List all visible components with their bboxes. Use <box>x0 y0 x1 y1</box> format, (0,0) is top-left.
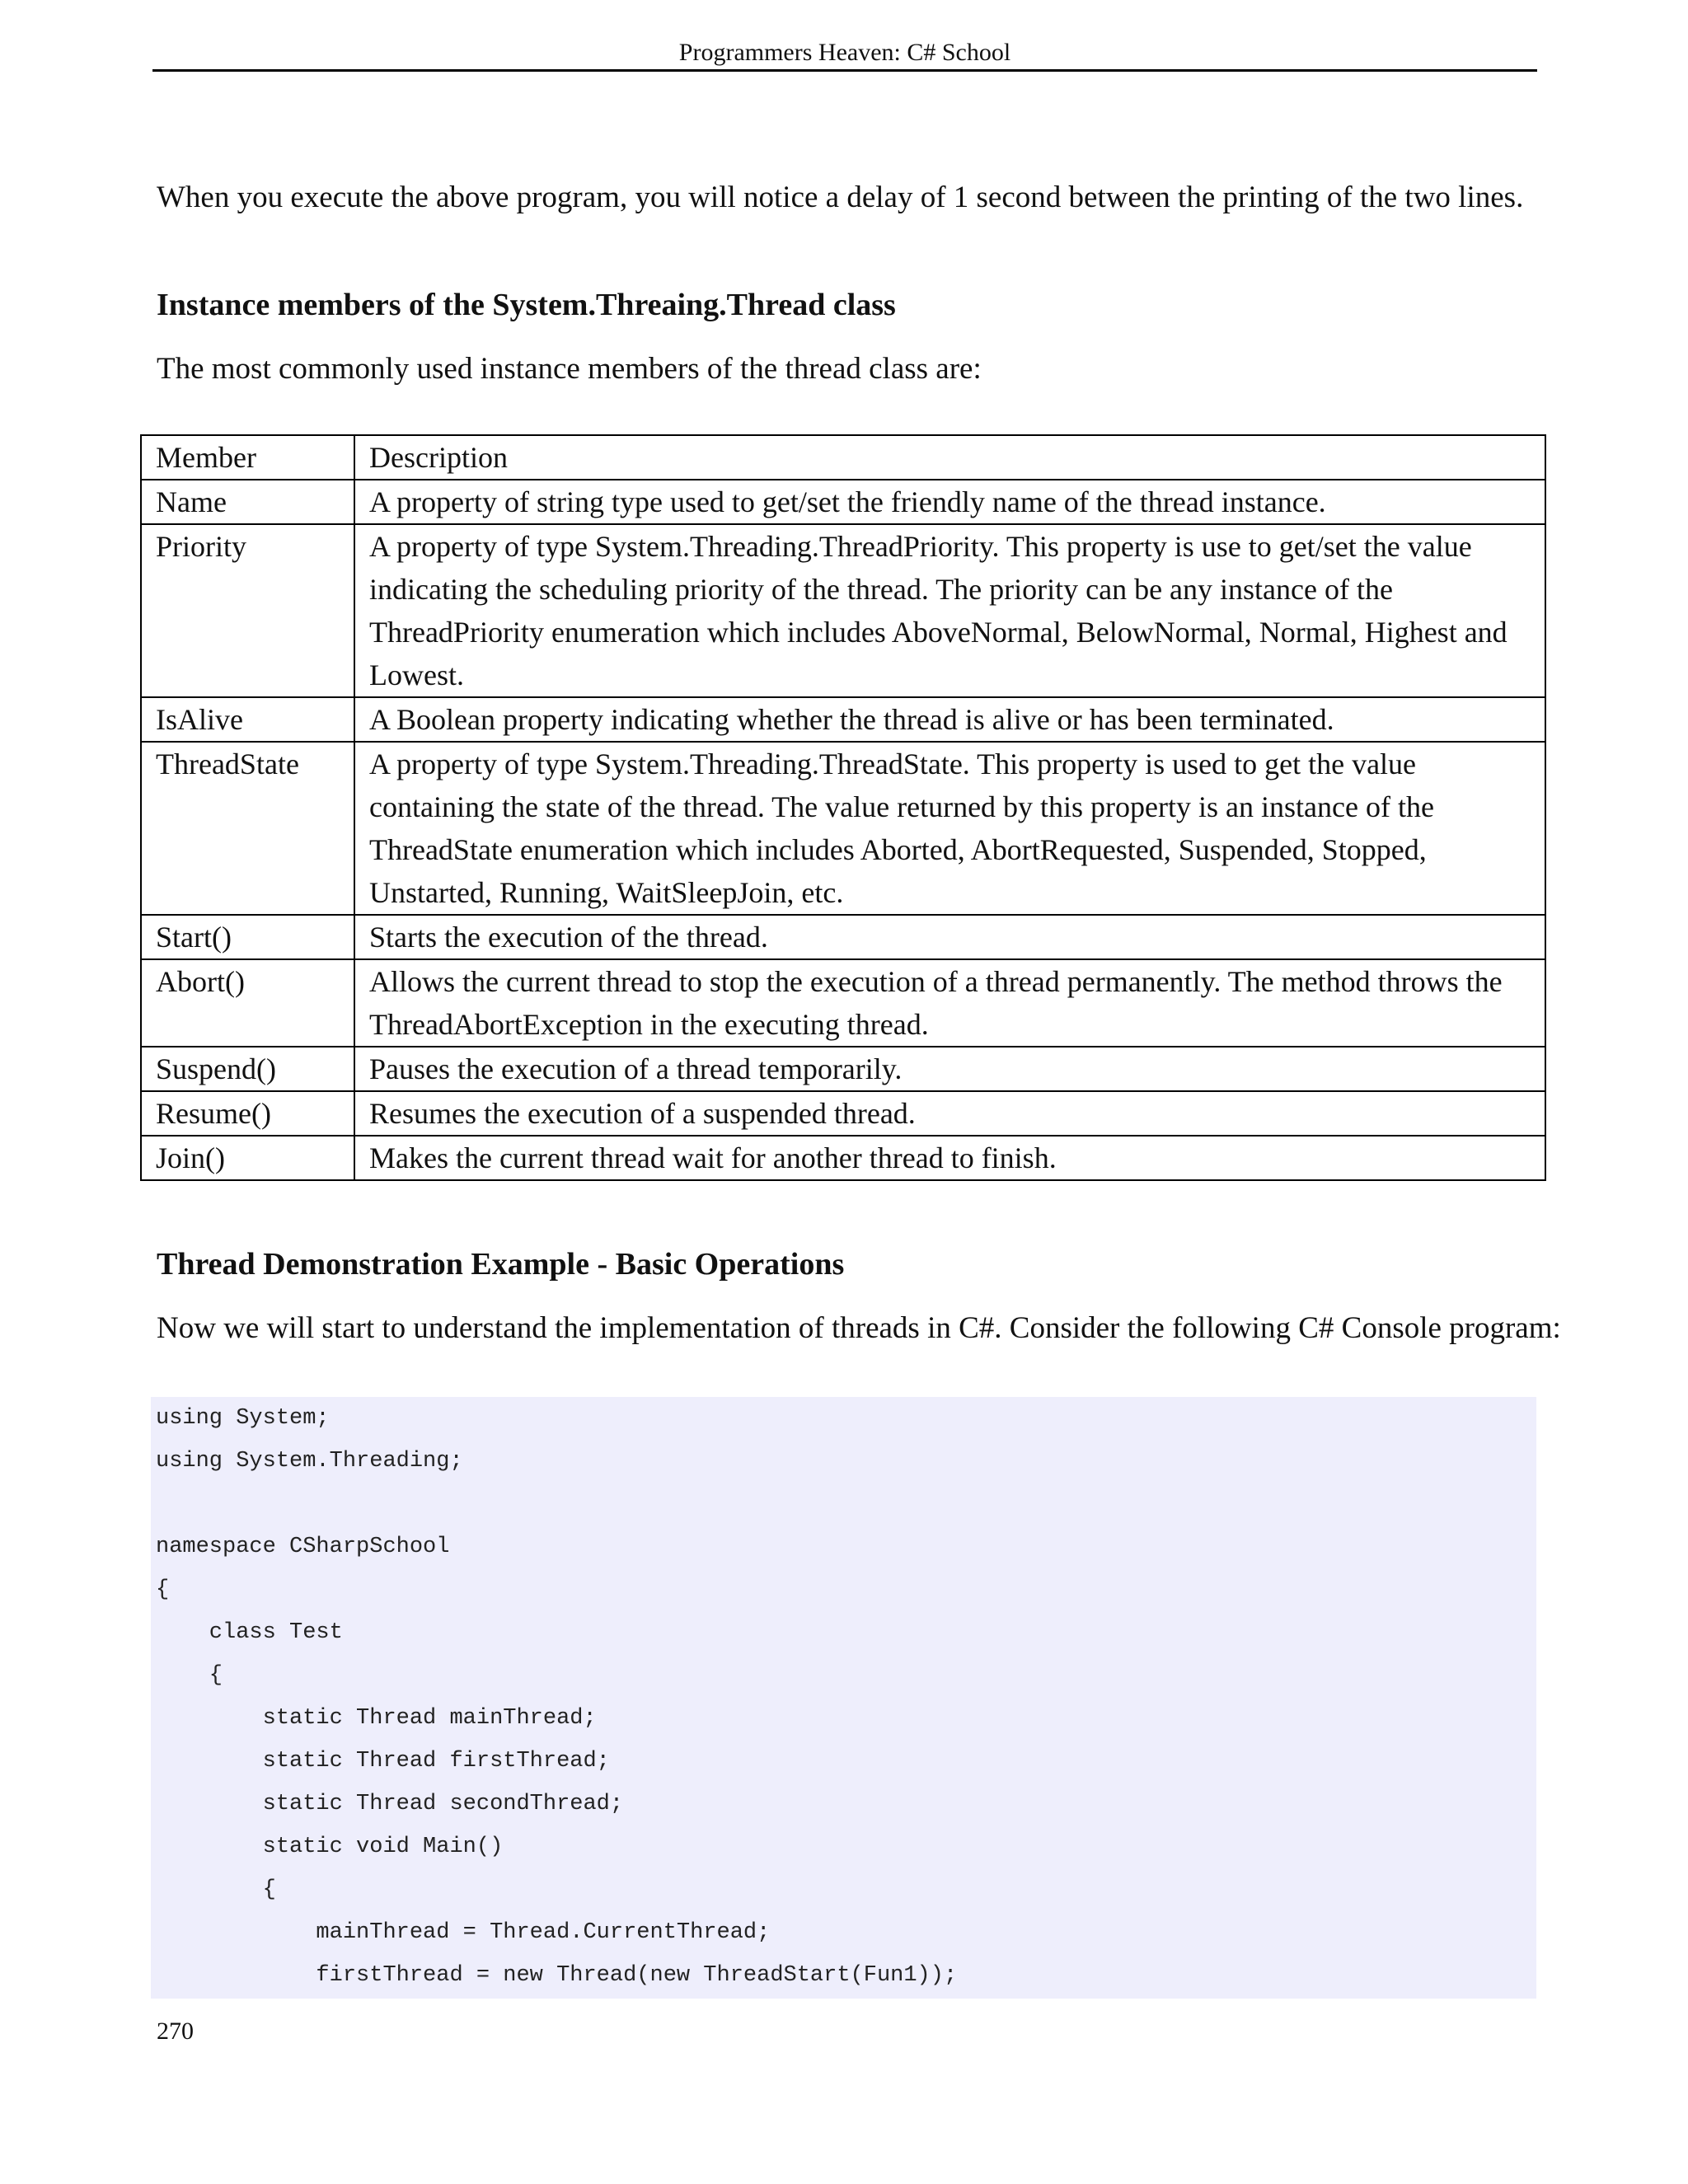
member-name-cell: Join() <box>141 1136 354 1180</box>
table-row <box>141 524 1545 697</box>
code-line: firstThread = new Thread(new ThreadStart(Fun1)); <box>156 1963 958 1988</box>
code-line: static void Main() <box>156 1835 504 1859</box>
section-lead-paragraph: The most commonly used instance members of the thread class are: <box>157 352 982 386</box>
instance-members-table <box>140 434 1546 1181</box>
table-row <box>141 959 1545 1047</box>
running-header: Programmers Heaven: C# School <box>152 36 1537 72</box>
code-listing <box>151 1397 1536 1999</box>
code-line: using System; <box>156 1406 330 1431</box>
column-header-description: Description <box>354 435 1545 480</box>
member-name-cell: IsAlive <box>141 697 354 742</box>
member-description-cell: A property of type System.Threading.ThreadState. This property is used to get the value containing the state of the thread. The value returned by this property is an instance of the ThreadState enumeration which includes Aborted, AbortRequested, Suspended, Stopped, Unstarted, Running, WaitSleepJoin, etc. <box>354 742 1545 915</box>
member-description-cell: A Boolean property indicating whether the thread is alive or has been terminated. <box>354 697 1545 742</box>
code-line: static Thread firstThread; <box>156 1749 610 1774</box>
member-name-cell: Start() <box>141 915 354 959</box>
section-heading-instance-members: Instance members of the System.Threaing.Thread class <box>157 288 896 322</box>
page-number: 270 <box>157 2018 194 2045</box>
code-line: static Thread mainThread; <box>156 1706 597 1731</box>
code-line: { <box>156 1663 223 1688</box>
section-demo-lead-paragraph: Now we will start to understand the implementation of threads in C#. Consider the following C# Console program: <box>157 1311 1561 1345</box>
member-name-cell: Resume() <box>141 1091 354 1136</box>
intro-paragraph: When you execute the above program, you will notice a delay of 1 second between the printing of the two lines. <box>157 180 1524 214</box>
code-line: using System.Threading; <box>156 1449 463 1474</box>
section-heading-thread-demo: Thread Demonstration Example - Basic Operations <box>157 1247 845 1282</box>
table-row <box>141 1136 1545 1180</box>
table-row <box>141 1091 1545 1136</box>
member-description-cell: Starts the execution of the thread. <box>354 915 1545 959</box>
member-description-cell: Allows the current thread to stop the execution of a thread permanently. The method throws the ThreadAbortException in the executing thread. <box>354 959 1545 1047</box>
code-line: static Thread secondThread; <box>156 1792 624 1816</box>
table-header-row <box>141 435 1545 480</box>
member-name-cell: Priority <box>141 524 354 697</box>
column-header-member: Member <box>141 435 354 480</box>
table-row <box>141 915 1545 959</box>
table-row <box>141 742 1545 915</box>
member-name-cell: Suspend() <box>141 1047 354 1091</box>
member-description-cell: Makes the current thread wait for another thread to finish. <box>354 1136 1545 1180</box>
table-row <box>141 480 1545 524</box>
table-row <box>141 697 1545 742</box>
member-description-cell: A property of string type used to get/set the friendly name of the thread instance. <box>354 480 1545 524</box>
member-description-cell: A property of type System.Threading.ThreadPriority. This property is use to get/set the value indicating the scheduling priority of the thread. The priority can be any instance of the ThreadPriority enumeration which includes AboveNormal, BelowNormal, Normal, Highest and Lowest. <box>354 524 1545 697</box>
code-line: class Test <box>156 1620 343 1645</box>
member-description-cell: Resumes the execution of a suspended thread. <box>354 1091 1545 1136</box>
member-description-cell: Pauses the execution of a thread temporarily. <box>354 1047 1545 1091</box>
code-line: mainThread = Thread.CurrentThread; <box>156 1920 771 1945</box>
table-row <box>141 1047 1545 1091</box>
code-line: { <box>156 1577 170 1602</box>
member-name-cell: Name <box>141 480 354 524</box>
member-name-cell: Abort() <box>141 959 354 1047</box>
member-name-cell: ThreadState <box>141 742 354 915</box>
code-line <box>151 1483 1536 1526</box>
code-line: { <box>156 1877 276 1902</box>
code-line: namespace CSharpSchool <box>156 1535 450 1559</box>
